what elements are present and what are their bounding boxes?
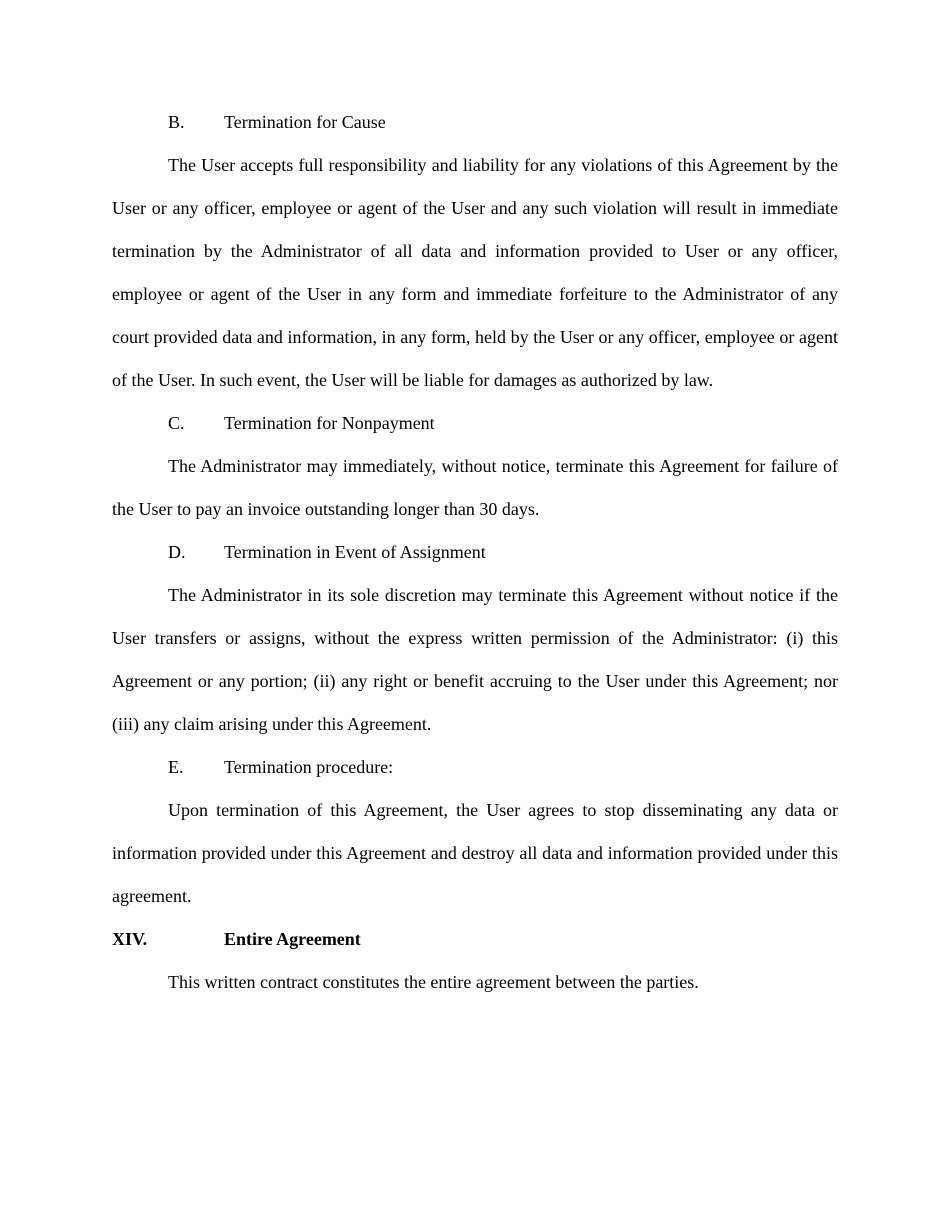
section-number: XIV.: [112, 929, 148, 949]
subsection-title: Termination procedure:: [224, 757, 394, 777]
paragraph-termination-assignment: The Administrator in its sole discretion may terminate this Agreement without notice if the User transfers or assigns, without the express written permission of the Administrator: (i) this Agreement or any portion; (ii) any right or benefit accruing to the User under this Agreement; nor (iii) any claim arising under this Agreement.: [112, 585, 838, 734]
subsection-heading-c: [112, 402, 838, 445]
paragraph-termination-procedure: Upon termination of this Agreement, the User agrees to stop disseminating any data or information provided under this Agreement and destroy all data and information provided under this agreement.: [112, 800, 838, 906]
subsection-heading-d: [112, 531, 838, 574]
section-heading-xiv: [112, 918, 838, 961]
paragraph-termination-for-nonpayment: The Administrator may immediately, without notice, terminate this Agreement for failure of the User to pay an invoice outstanding longer than 30 days.: [112, 456, 838, 519]
subsection-number: B.: [168, 112, 185, 132]
section-title: Entire Agreement: [224, 929, 361, 949]
subsection-number: C.: [168, 413, 185, 433]
paragraph-entire-agreement: This written contract constitutes the entire agreement between the parties.: [168, 972, 699, 992]
subsection-title: Termination for Cause: [224, 112, 386, 132]
subsection-title: Termination for Nonpayment: [224, 413, 435, 433]
subsection-number: D.: [168, 542, 186, 562]
subsection-number: E.: [168, 757, 184, 777]
subsection-title: Termination in Event of Assignment: [224, 542, 486, 562]
document-body: [112, 101, 838, 1004]
paragraph-termination-for-cause: The User accepts full responsibility and liability for any violations of this Agreement by the User or any officer, employee or agent of the User and any such violation will result in immediate termination by the Administrator of all data and information provided to User or any officer, employee or agent of the User in any form and immediate forfeiture to the Administrator of any court provided data and information, in any form, held by the User or any officer, employee or agent of the User. In such event, the User will be liable for damages as authorized by law.: [112, 155, 838, 390]
subsection-heading-e: [112, 746, 838, 789]
subsection-heading-b: [112, 101, 838, 144]
